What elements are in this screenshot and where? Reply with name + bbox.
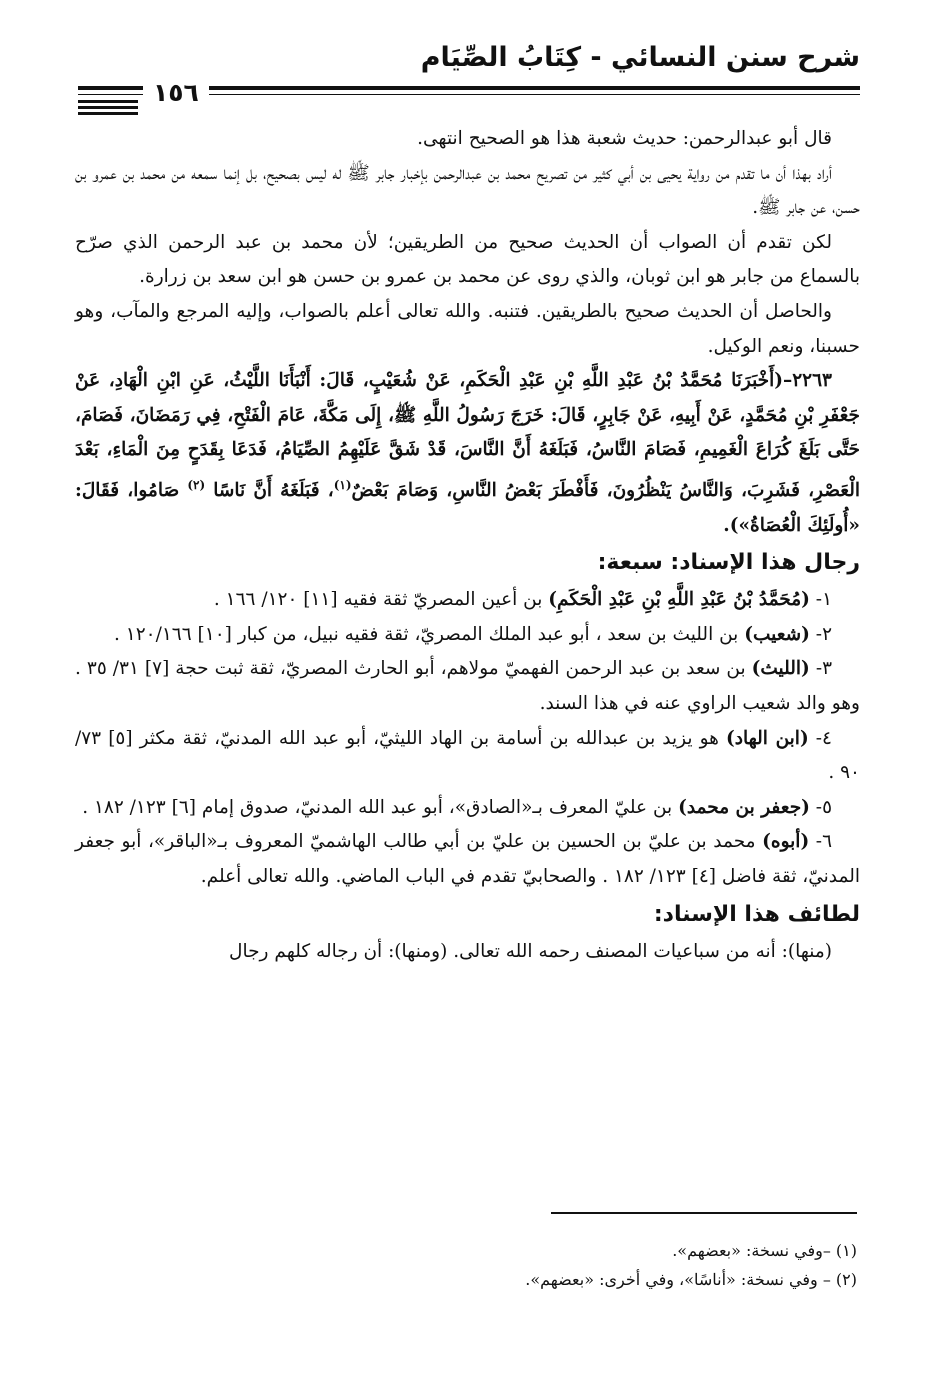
page-number-rule bbox=[78, 112, 138, 115]
hadith-body: صَامُوا، فَقَالَ: «أُولَئِكَ الْعُصَاةُ»). bbox=[75, 480, 860, 536]
narrator-name: (مُحَمَّدُ بْنُ عَبْدِ اللَّهِ بْنِ عَبْدِ الْحَكَمِ) bbox=[548, 589, 810, 611]
paragraph: (منها): أنه من سباعيات المصنف رحمه الله تعالى. (ومنها): أن رجاله كلهم رجال bbox=[229, 940, 832, 962]
narrator-details: بن سعد بن عبد الرحمن الفهميّ مولاهم، أبو الحارث المصريّ، ثقة ثبت حجة [٧] ٣١/ ٣٥ . وهو والد شعيب الراوي عنه في هذا السند. bbox=[75, 658, 860, 715]
narrator-details: بن أعين المصريّ ثقة فقيه [١١] ١٢٠/ ١٦٦ . bbox=[213, 589, 543, 611]
footnote: (١) –وفي نسخة: «بعضهم». bbox=[672, 1241, 857, 1260]
narrator-details: بن الليث بن سعد ، أبو عبد الملك المصريّ، ثقة فقيه نبيل، من كبار [١٠] ١٢٠/١٦٦ . bbox=[114, 623, 739, 645]
footnotes bbox=[77, 1236, 857, 1294]
narrator-name: (أبوه) bbox=[762, 831, 810, 853]
narrator-name: (جعفر بن محمد) bbox=[678, 796, 810, 818]
footnote-marker: (٢) bbox=[187, 477, 206, 492]
narrator-number: ٢- bbox=[815, 623, 832, 645]
narrator-entry bbox=[75, 583, 860, 618]
narrator-number: ٥- bbox=[815, 796, 832, 818]
running-title: شرح سنن النسائي - كِتَابُ الصِّيَام bbox=[420, 42, 860, 73]
page-number-rule bbox=[78, 100, 138, 103]
narrator-name: (ابن الهاد) bbox=[726, 727, 809, 749]
narrator-entry bbox=[75, 722, 860, 791]
narrator-details: هو يزيد بن عبدالله بن أسامة بن الهاد الليثيّ، أبو عبد الله المدنيّ، ثقة مكثر [٥] ٧٣/ ٩٠ . bbox=[75, 727, 860, 784]
section-heading-lataif: لطائف هذا الإسناد: bbox=[653, 901, 860, 927]
hadith-number: ٢٢٦٣– bbox=[783, 370, 832, 392]
page-header bbox=[78, 34, 860, 107]
narrator-number: ٤- bbox=[815, 727, 832, 749]
footnote-separator bbox=[551, 1212, 857, 1214]
narrator-number: ٣- bbox=[815, 658, 833, 680]
footnote-marker: (١) bbox=[333, 477, 352, 492]
narrator-entry bbox=[75, 652, 860, 721]
hadith-body: ، فَبَلَغَهُ أَنَّ نَاسًا bbox=[213, 480, 334, 502]
paragraph: والحاصل أن الحديث صحيح بالطريقين. فتنبه. والله تعالى أعلم بالصواب، وإليه المرجع والمآب، وهو حسبنا، ونعم الوكيل. bbox=[75, 300, 860, 357]
narrator-name: (الليث) bbox=[751, 658, 810, 680]
paragraph: لكن تقدم أن الصواب أن الحديث صحيح من الطريقين؛ لأن محمد بن عبد الرحمن الذي صرّح بالسماع من جابر هو ابن ثوبان، والذي روى عن محمد بن عمرو بن حسن هو ابن سعد بن زرارة. bbox=[75, 231, 860, 288]
narrator-details: بن عليّ المعرف بـ«الصادق»، أبو عبد الله المدنيّ، صدوق إمام [٦] ١٢٣/ ١٨٢ . bbox=[82, 796, 673, 818]
hadith-text bbox=[75, 364, 860, 543]
narrator-entry bbox=[75, 825, 860, 894]
footnote: (٢) – وفي نسخة: «أناسًا»، وفي أخرى: «بعضهم». bbox=[525, 1270, 857, 1289]
main-text bbox=[75, 122, 860, 969]
page-number: ١٥٦ bbox=[143, 78, 209, 108]
narrator-entry bbox=[75, 791, 860, 826]
narrator-number: ٦- bbox=[815, 831, 832, 853]
narrator-entry bbox=[75, 618, 860, 653]
page-number-rule bbox=[78, 106, 138, 109]
paragraph: قال أبو عبدالرحمن: حديث شعبة هذا هو الصحيح انتهى. bbox=[417, 128, 832, 149]
paragraph: أراد بهذا أن ما تقدم من رواية يحيى بن أبي كثير من تصريح محمد بن عبدالرحمن بإخبار جابر ﷺ له ليس بصحيح، بل إنما سمعه من محمد بن عمرو بن حسن، عن جابر ﷺ. bbox=[75, 162, 860, 219]
narrator-name: (شعيب) bbox=[744, 623, 810, 645]
narrator-details: محمد بن عليّ بن الحسين بن عليّ بن أبي طالب الهاشميّ المعروف بـ«الباقر»، أبو جعفر المدنيّ، ثقة فاضل [٤] ١٢٣/ ١٨٢ . والصحابيّ تقدم في الباب الماضي. والله تعالى أعلم. bbox=[75, 831, 860, 888]
narrator-number: ١- bbox=[815, 589, 832, 611]
section-heading-rijal: رجال هذا الإسناد: سبعة: bbox=[597, 550, 860, 576]
hadith-body: (أَخْبَرَنَا مُحَمَّدُ بْنُ عَبْدِ اللَّهِ بْنِ عَبْدِ الْحَكَمِ، عَنْ شُعَيْبٍ، قَالَ: أَنْبَأَنَا اللَّيْثُ، عَنِ ابْنِ الْهَادِ، عَنْ جَعْفَرِ بْنِ مُحَمَّدٍ، عَنْ أَبِيهِ، عَنْ جَابِرٍ، قَالَ: خَرَجَ رَسُولُ اللَّهِ ﷺ، إِلَى مَكَّةَ، عَامَ الْفَتْحِ، فِي رَمَضَانَ، فَصَامَ، حَتَّى بَلَغَ كُرَاعَ الْغَمِيمِ، فَصَامَ النَّاسُ، فَبَلَغَهُ أَنَّ النَّاسَ، قَدْ شَقَّ عَلَيْهِمُ الصِّيَامُ، فَدَعَا بِقَدَحٍ مِنَ الْمَاءِ، بَعْدَ الْعَصْرِ، فَشَرِبَ، وَالنَّاسُ يَنْظُرُونَ، فَأَفْطَرَ بَعْضُ النَّاسِ، وَصَامَ بَعْضٌ bbox=[75, 370, 860, 502]
